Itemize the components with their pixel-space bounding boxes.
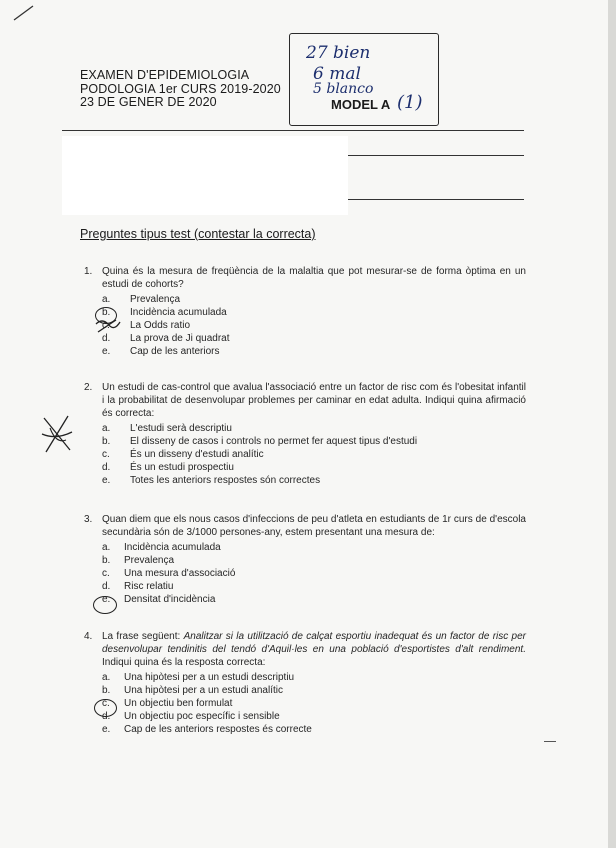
option-letter: e. bbox=[102, 346, 111, 357]
question-text-prefix: La frase següent: bbox=[102, 631, 184, 642]
option-text: Un objectiu ben formulat bbox=[124, 698, 233, 709]
option-text: Una hipòtesi per a un estudi descriptiu bbox=[124, 672, 295, 683]
option-letter: d. bbox=[102, 333, 111, 344]
option-letter: c. bbox=[102, 449, 110, 460]
redacted-student-info bbox=[62, 136, 348, 215]
option-text: Un objectiu poc específic i sensible bbox=[124, 711, 280, 722]
option-e[interactable] bbox=[84, 593, 526, 606]
id-line bbox=[346, 155, 524, 156]
question-number: 3. bbox=[84, 514, 93, 525]
option-a[interactable] bbox=[84, 293, 526, 306]
exam-header bbox=[80, 69, 281, 110]
option-text: Una hipòtesi per a un estudi analític bbox=[124, 685, 283, 696]
option-text: Incidència acumulada bbox=[124, 542, 221, 553]
score-blank: 5 blanco bbox=[313, 81, 374, 97]
question-4 bbox=[84, 630, 526, 736]
option-d[interactable] bbox=[84, 710, 526, 723]
exam-course: PODOLOGIA 1er CURS 2019-2020 bbox=[80, 81, 281, 96]
option-b[interactable] bbox=[84, 435, 526, 448]
option-letter: c. bbox=[102, 698, 110, 709]
option-c[interactable] bbox=[84, 567, 526, 580]
option-text: Cap de les anteriors bbox=[130, 346, 220, 357]
question-text: Quan diem que els nous casos d'infeccions de peu d'atleta en estudiants de 1r curs de d'escola secundària són de 3/1000 persones-any, estem presentant una mesura de: bbox=[102, 514, 526, 538]
option-letter: e. bbox=[102, 594, 111, 605]
question-number: 4. bbox=[84, 631, 93, 642]
option-letter: d. bbox=[102, 581, 111, 592]
question-text: Quina és la mesura de freqüència de la malaltia que pot mesurar-se de forma òptima en un estudi de cohorts? bbox=[102, 266, 526, 290]
option-letter: a. bbox=[102, 672, 111, 683]
stray-mark bbox=[544, 741, 556, 742]
scan-edge bbox=[608, 0, 616, 848]
option-a[interactable] bbox=[84, 541, 526, 554]
question-text: Un estudi de cas-control que avalua l'associació entre un factor de risc com és l'obesitat infantil i la probabilitat de desenvolupar problemes per caminar en edat adulta. Indiqui quina afirmació és correcta: bbox=[102, 382, 526, 419]
option-letter: a. bbox=[102, 423, 111, 434]
option-letter: e. bbox=[102, 724, 111, 735]
option-c[interactable] bbox=[84, 319, 526, 332]
question-number: 2. bbox=[84, 382, 93, 393]
option-b[interactable] bbox=[84, 306, 526, 319]
option-text: La prova de Ji quadrat bbox=[130, 333, 230, 344]
option-letter: c. bbox=[102, 320, 110, 331]
question-number: 1. bbox=[84, 266, 93, 277]
option-d[interactable] bbox=[84, 461, 526, 474]
option-letter: a. bbox=[102, 294, 111, 305]
option-text: És un disseny d'estudi analític bbox=[130, 449, 264, 460]
option-b[interactable] bbox=[84, 554, 526, 567]
option-letter: a. bbox=[102, 542, 111, 553]
option-text: Cap de les anteriors respostes és correcte bbox=[124, 724, 312, 735]
option-letter: b. bbox=[102, 685, 111, 696]
score-correct: 27 bien bbox=[306, 43, 371, 63]
pen-stroke bbox=[0, 0, 50, 40]
option-e[interactable] bbox=[84, 723, 526, 736]
group-line bbox=[346, 199, 524, 200]
answer-scribble-mark bbox=[92, 316, 126, 338]
option-text: El disseny de casos i controls no permet fer aquest tipus d'estudi bbox=[130, 436, 418, 447]
option-letter: b. bbox=[102, 436, 111, 447]
question-text bbox=[102, 630, 526, 669]
option-text: Densitat d'incidència bbox=[124, 594, 216, 605]
exam-title: EXAMEN D'EPIDEMIOLOGIA bbox=[80, 68, 250, 82]
option-d[interactable] bbox=[84, 580, 526, 593]
option-text: Incidència acumulada bbox=[130, 307, 227, 318]
section-title: Preguntes tipus test (contestar la correcta) bbox=[80, 227, 316, 241]
option-letter: c. bbox=[102, 568, 110, 579]
answer-circle-mark bbox=[94, 699, 117, 717]
option-c[interactable] bbox=[84, 697, 526, 710]
cross-out-mark bbox=[38, 410, 78, 458]
option-letter: d. bbox=[102, 711, 111, 722]
answer-circle-mark bbox=[93, 596, 117, 614]
option-text: Risc relatiu bbox=[124, 581, 174, 592]
exam-model: MODEL A bbox=[331, 97, 391, 112]
option-text: Prevalença bbox=[124, 555, 175, 566]
option-b[interactable] bbox=[84, 684, 526, 697]
name-line bbox=[62, 130, 524, 131]
option-a[interactable] bbox=[84, 671, 526, 684]
option-text: És un estudi prospectiu bbox=[130, 462, 234, 473]
option-text: Una mesura d'associació bbox=[124, 568, 236, 579]
option-letter: d. bbox=[102, 462, 111, 473]
question-text-quote: Analitzar si la utilització de calçat esportiu inadequat és un factor de risc per desenvolupar tendinitis del tendó d'Aquil·les en una població d'esportistes d'alt rendiment. bbox=[102, 631, 526, 655]
score-wrong: 6 mal bbox=[313, 64, 361, 84]
option-letter: b. bbox=[102, 307, 111, 318]
option-text: L'estudi serà descriptiu bbox=[130, 423, 232, 434]
option-d[interactable] bbox=[84, 332, 526, 345]
exam-date: 23 DE GENER DE 2020 bbox=[80, 95, 217, 109]
question-3 bbox=[84, 513, 526, 606]
option-letter: b. bbox=[102, 555, 111, 566]
option-a[interactable] bbox=[84, 422, 526, 435]
option-e[interactable] bbox=[84, 345, 526, 358]
option-text: Prevalença bbox=[130, 294, 181, 305]
question-text-suffix: Indiqui quina és la resposta correcta: bbox=[102, 657, 266, 668]
question-1 bbox=[84, 265, 526, 358]
option-text: La Odds ratio bbox=[130, 320, 191, 331]
option-letter: e. bbox=[102, 475, 111, 486]
option-e[interactable] bbox=[84, 474, 526, 487]
exam-model-number: (1) bbox=[397, 92, 423, 113]
option-text: Totes les anteriors respostes són correctes bbox=[130, 475, 321, 486]
option-c[interactable] bbox=[84, 448, 526, 461]
question-2 bbox=[84, 381, 526, 487]
